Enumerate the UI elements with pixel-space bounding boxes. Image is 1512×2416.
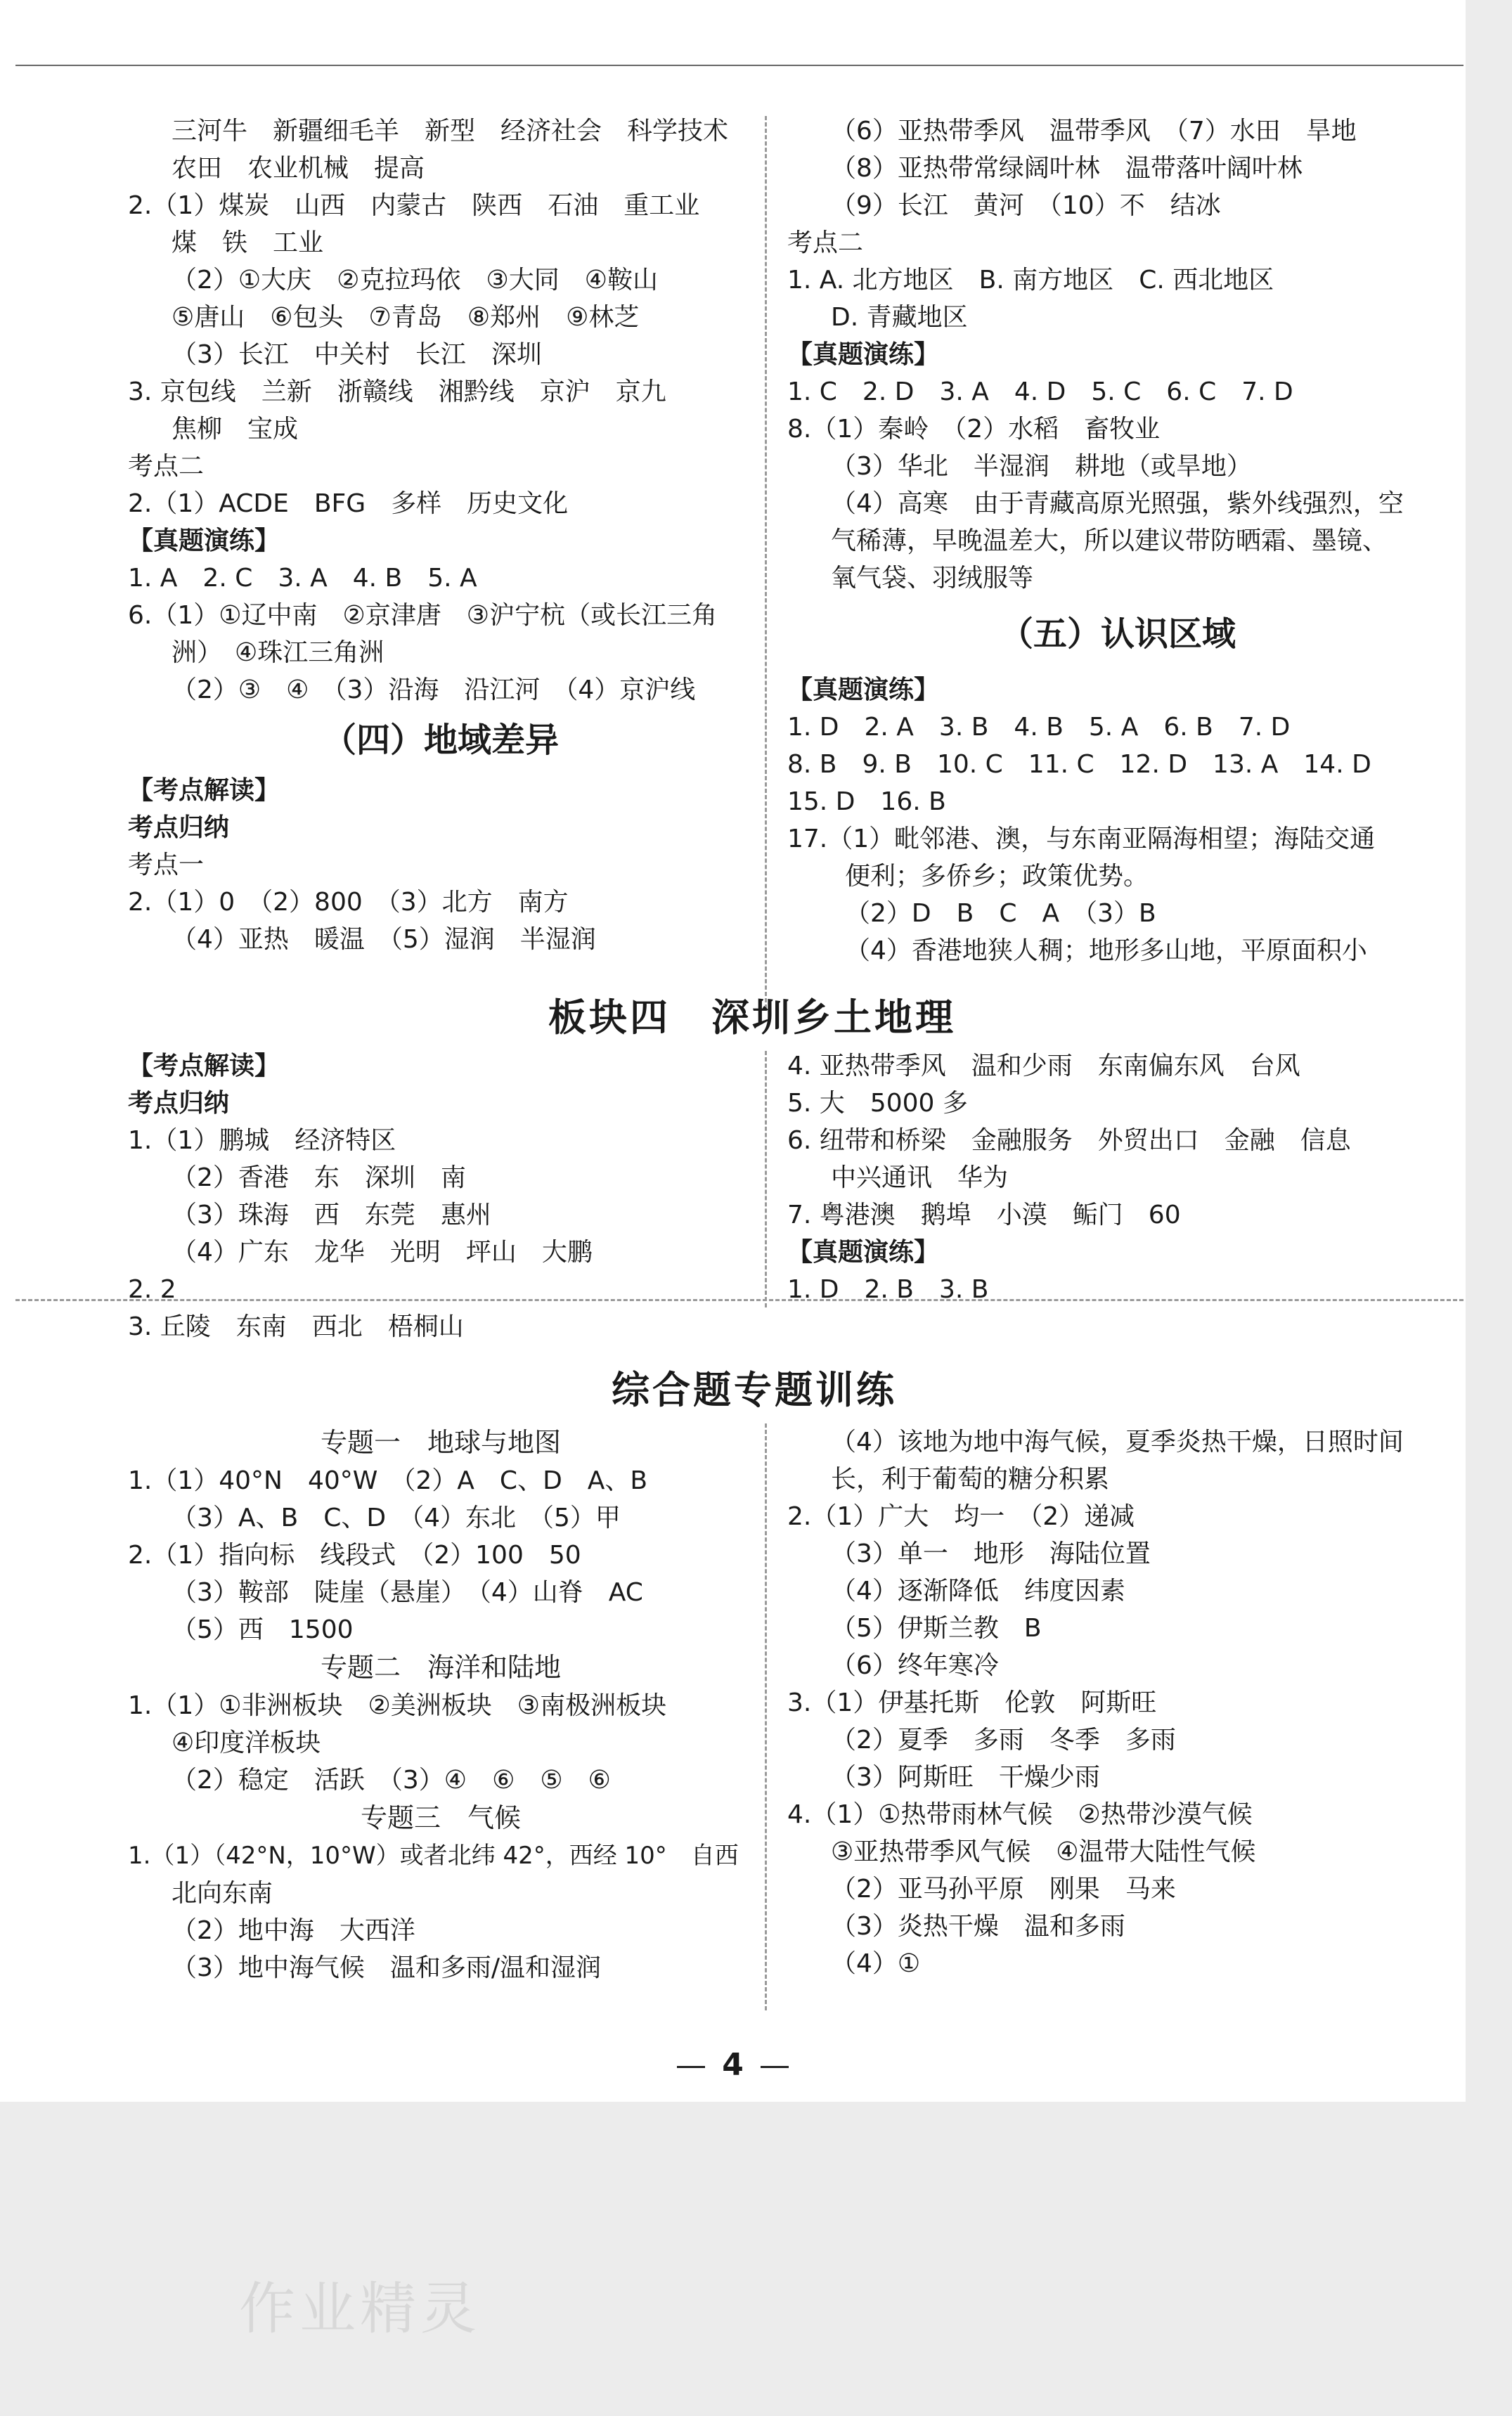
section-label: 【真题演练】 <box>787 340 940 369</box>
text-line: 1.（1）（42°N，10°W）或者北纬 42°，西经 10° 自西 <box>128 1842 739 1870</box>
text-line: 7. 粤港澳 鹅埠 小漠 鲘门 60 <box>787 1201 1181 1229</box>
text-line: 农田 农业机械 提高 <box>172 154 425 183</box>
subheading: 考点一 <box>128 851 205 879</box>
text-line: 3.（1）伊基托斯 伦敦 阿斯旺 <box>787 1688 1157 1717</box>
text-line: 6. 纽带和桥梁 金融服务 外贸出口 金融 信息 <box>787 1126 1351 1155</box>
text-line: （4）广东 龙华 光明 坪山 大鹏 <box>172 1238 593 1267</box>
column-divider-top <box>765 116 767 1009</box>
text-line: （3）长江 中关村 长江 深圳 <box>172 340 542 369</box>
text-line: 3. 丘陵 东南 西北 梧桐山 <box>128 1312 464 1341</box>
text-line: 1. A 2. C 3. A 4. B 5. A <box>128 564 477 593</box>
text-line: （4）① <box>831 1949 921 1978</box>
chapter-heading: （四）地域差异 <box>322 721 559 760</box>
text-line: （9）长江 黄河 （10）不 结冰 <box>831 191 1221 220</box>
text-line: （2）亚马孙平原 刚果 马来 <box>831 1875 1176 1904</box>
chapter-heading: （五）认识区域 <box>999 614 1236 654</box>
text-line: （3）华北 半湿润 耕地（或旱地） <box>831 452 1252 481</box>
page-number-dash-right <box>761 2066 789 2068</box>
text-line: 3. 京包线 兰新 浙赣线 湘黔线 京沪 京九 <box>128 377 666 406</box>
text-line: 2. 2 <box>128 1275 176 1304</box>
subheading: 考点二 <box>787 228 864 257</box>
text-line: （3）地中海气候 温和多雨/温和湿润 <box>172 1953 602 1982</box>
text-line: （2）D B C A （3）B <box>845 899 1156 928</box>
text-line: 便利；多侨乡；政策优势。 <box>845 862 1149 891</box>
text-line: （3）阿斯旺 干燥少雨 <box>831 1763 1100 1792</box>
subheading: 考点二 <box>128 452 205 481</box>
text-line: ⑤唐山 ⑥包头 ⑦青岛 ⑧郑州 ⑨林芝 <box>172 303 640 332</box>
text-line: 1.（1）鹏城 经济特区 <box>128 1126 396 1155</box>
text-line: 2.（1）ACDE BFG 多样 历史文化 <box>128 489 569 518</box>
text-line: （2）③ ④ （3）沿海 沿江河 （4）京沪线 <box>172 676 696 704</box>
bottom-right-column <box>787 1423 1448 1982</box>
page-number-dash-left <box>677 2066 705 2068</box>
section-label: 考点归纳 <box>128 1089 230 1118</box>
page-number <box>0 2047 1466 2083</box>
topic-heading: 专题二 海洋和陆地 <box>320 1652 561 1683</box>
text-line: （6）终年寒冷 <box>831 1651 999 1680</box>
text-line: （4）逐渐降低 纬度因素 <box>831 1577 1125 1606</box>
text-line: （4）香港地狭人稠；地形多山地，平原面积小 <box>845 936 1367 965</box>
text-line: （4）亚热 暖温 （5）湿润 半湿润 <box>172 925 596 954</box>
text-line: 气稀薄，早晚温差大，所以建议带防晒霜、墨镜、 <box>831 527 1388 555</box>
text-line: 6.（1）①辽中南 ②京津唐 ③沪宁杭（或长江三角 <box>128 601 718 630</box>
text-line: 1. A. 北方地区 B. 南方地区 C. 西北地区 <box>787 266 1274 295</box>
text-line: 1.（1）40°N 40°W （2）A C、D A、B <box>128 1466 648 1495</box>
text-line: 2.（1）0 （2）800 （3）北方 南方 <box>128 888 569 917</box>
text-line: 洲） ④珠江三角洲 <box>172 638 385 667</box>
text-line: ④印度洋板块 <box>172 1729 321 1757</box>
text-line: 8.（1）秦岭 （2）水稻 畜牧业 <box>787 415 1161 444</box>
text-line: （2）稳定 活跃 （3）④ ⑥ ⑤ ⑥ <box>172 1766 611 1795</box>
text-line: （3）A、B C、D （4）东北 （5）甲 <box>172 1504 621 1532</box>
text-line: （4）该地为地中海气候，夏季炎热干燥，日照时间 <box>831 1428 1404 1456</box>
page-number-value: 4 <box>722 2047 744 2083</box>
text-line: （4）高寒 由于青藏高原光照强，紫外线强烈，空 <box>831 489 1404 518</box>
section-label: 【真题演练】 <box>787 1238 940 1267</box>
top-left-column <box>128 112 754 958</box>
text-line: D. 青藏地区 <box>831 303 968 332</box>
text-line: 煤 铁 工业 <box>172 228 324 257</box>
text-line: （3）炎热干燥 温和多雨 <box>831 1912 1125 1941</box>
text-line: （3）单一 地形 海陆位置 <box>831 1539 1151 1568</box>
section-label: 【考点解读】 <box>128 1052 280 1080</box>
column-divider-mid <box>765 1051 767 1307</box>
section-heading-shenzhen: 板块四 深圳乡土地理 <box>548 995 956 1040</box>
text-line: （2）地中海 大西洋 <box>172 1916 415 1945</box>
text-line: 长，利于葡萄的糖分积累 <box>831 1465 1110 1494</box>
text-line: 4. 亚热带季风 温和少雨 东南偏东风 台风 <box>787 1052 1300 1080</box>
text-line: 2.（1）指向标 线段式 （2）100 50 <box>128 1541 581 1570</box>
topic-heading: 专题一 地球与地图 <box>320 1427 561 1458</box>
watermark: 作业精灵 <box>239 2276 481 2341</box>
text-line: 17.（1）毗邻港、澳，与东南亚隔海相望；海陆交通 <box>787 825 1376 853</box>
text-line: 2.（1）广大 均一 （2）递减 <box>787 1502 1135 1531</box>
bottom-left-column <box>128 1423 754 1987</box>
text-line: （2）香港 东 深圳 南 <box>172 1163 466 1192</box>
text-line: 1. D 2. A 3. B 4. B 5. A 6. B 7. D <box>787 713 1291 742</box>
text-line: （2）①大庆 ②克拉玛依 ③大同 ④鞍山 <box>172 266 658 295</box>
text-line: 北向东南 <box>172 1879 273 1908</box>
text-line: 中兴通讯 华为 <box>831 1163 1009 1192</box>
topic-heading: 专题三 气候 <box>360 1802 521 1833</box>
text-line: 1.（1）①非洲板块 ②美洲板块 ③南极洲板块 <box>128 1691 667 1720</box>
text-line: 4.（1）①热带雨林气候 ②热带沙漠气候 <box>787 1800 1253 1829</box>
text-line: 1. C 2. D 3. A 4. D 5. C 6. C 7. D <box>787 377 1293 406</box>
section-label: 考点归纳 <box>128 813 230 842</box>
section-heading-comprehensive: 综合题专题训练 <box>612 1368 897 1412</box>
text-line: 1. D 2. B 3. B <box>787 1275 989 1304</box>
text-line: 8. B 9. B 10. C 11. C 12. D 13. A 14. D <box>787 750 1371 779</box>
section-label: 【真题演练】 <box>128 527 280 555</box>
top-right-column <box>787 112 1448 969</box>
text-line: （6）亚热带季风 温带季风 （7）水田 旱地 <box>831 117 1357 146</box>
section-label: 【考点解读】 <box>128 776 280 805</box>
text-line: 2.（1）煤炭 山西 内蒙古 陕西 石油 重工业 <box>128 191 700 220</box>
text-line: ③亚热带季风气候 ④温带大陆性气候 <box>831 1837 1256 1866</box>
text-line: 氧气袋、羽绒服等 <box>831 564 1034 593</box>
text-line: 三河牛 新疆细毛羊 新型 经济社会 科学技术 <box>172 117 729 146</box>
text-line: 5. 大 5000 多 <box>787 1089 968 1118</box>
mid-right-column <box>787 1047 1448 1308</box>
text-line: 焦柳 宝成 <box>172 415 299 444</box>
text-line: 15. D 16. B <box>787 787 946 816</box>
text-line: （3）鞍部 陡崖（悬崖） （4）山脊 AC <box>172 1578 643 1607</box>
section-label: 【真题演练】 <box>787 676 940 704</box>
column-divider-bottom <box>765 1423 767 2010</box>
text-line: （2）夏季 多雨 冬季 多雨 <box>831 1726 1176 1755</box>
text-line: （3）珠海 西 东莞 惠州 <box>172 1201 491 1229</box>
top-rule <box>15 65 1463 66</box>
text-line: （5）西 1500 <box>172 1615 354 1644</box>
text-line: （8）亚热带常绿阔叶林 温带落叶阔叶林 <box>831 154 1303 183</box>
text-line: （5）伊斯兰教 B <box>831 1614 1042 1643</box>
